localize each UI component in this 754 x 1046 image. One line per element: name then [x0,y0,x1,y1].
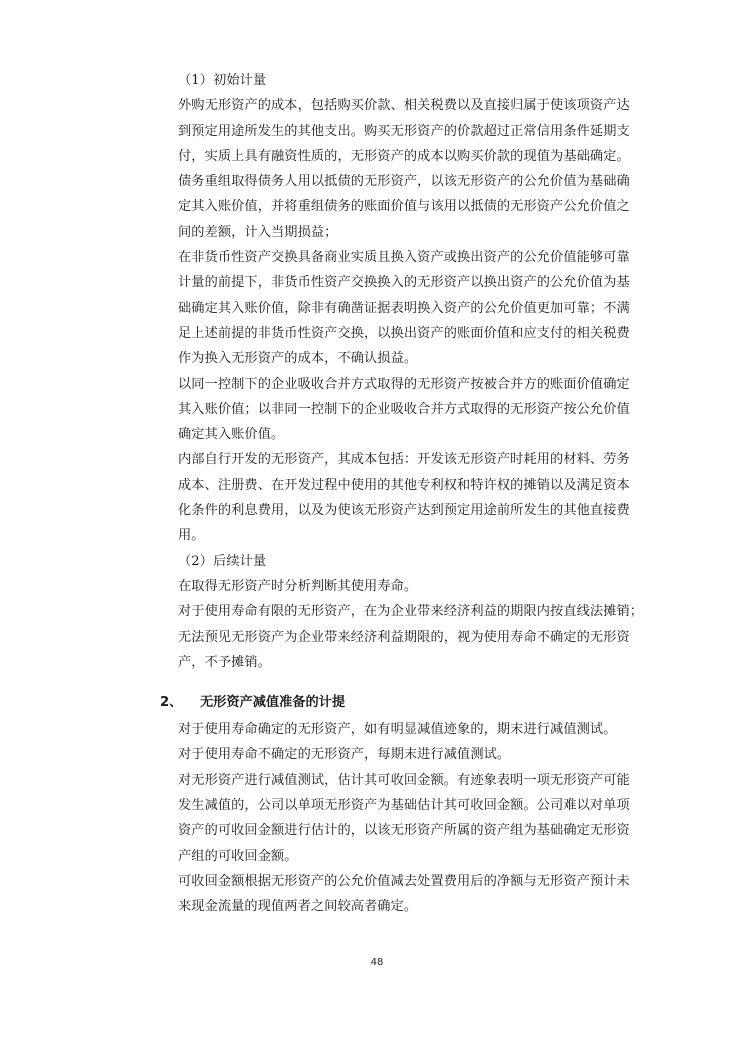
text-line: 定其入账价值，并将重组债务的账面价值与该用以抵债的无形资产公允价值之 [178,199,630,215]
text-line: 对于使用寿命确定的无形资产，如有明显减值迹象的，期末进行减值测试。 [178,722,617,738]
page-number: 48 [370,957,384,968]
paragraph-non-monetary-exchange [178,245,648,371]
text-line: 作为换入无形资产的成本，不确认损益。 [178,351,418,367]
text-line: 外购无形资产的成本，包括购买价款、相关税费以及直接归属于使该项资产达 [178,98,630,114]
text-line: 到预定用途所发生的其他支出。购买无形资产的价款超过正常信用条件延期支 [178,123,630,139]
text-line: 在取得无形资产时分析判断其使用寿命。 [178,578,418,594]
paragraph-subsequent-measurement [178,574,648,675]
paragraph-impairment-test [178,768,648,869]
text-line: 其入账价值；以非同一控制下的企业吸收合并方式取得的无形资产按公允价值 [178,401,630,417]
text-line: 础确定其入账价值，除非有确凿证据表明换入资产的公允价值更加可靠；不满 [178,300,630,316]
text-line: 无法预见无形资产为企业带来经济利益期限的，视为使用寿命不确定的无形资 [178,629,630,645]
text-line: 足上述前提的非货币性资产交换，以换出资产的账面价值和应支付的相关税费 [178,325,630,341]
text-line: 确定其入账价值。 [178,427,285,443]
paragraph-business-combination [178,372,648,448]
text-line: 计量的前提下，非货币性资产交换换入的无形资产以换出资产的公允价值为基 [178,275,630,291]
text-line: 产组的可收回金额。 [178,848,298,864]
text-line: 用。 [178,528,205,544]
text-line: 内部自行开发的无形资产，其成本包括：开发该无形资产时耗用的材料、劳务 [178,452,630,468]
text-line: 付，实质上具有融资性质的，无形资产的成本以购买价款的现值为基础确定。 [178,148,630,164]
text-line: 来现金流量的现值两者之间较高者确定。 [178,899,418,915]
text-line: 化条件的利息费用，以及为使该无形资产达到预定用途前所发生的其他直接费 [178,503,630,519]
text-line: 间的差额，计入当期损益； [178,224,338,240]
section-2-heading [160,689,648,717]
document-body [160,68,648,920]
section-title: 无形资产减值准备的计提 [200,695,346,711]
text-line: 产，不予摊销。 [178,654,272,670]
text-line: 对于使用寿命不确定的无形资产，每期末进行减值测试。 [178,747,511,763]
paragraph-debt-restructuring [178,169,648,245]
text-line: 发生减值的，公司以单项无形资产为基础估计其可收回金额。公司难以对单项 [178,798,630,814]
text-line: 可收回金额根据无形资产的公允价值减去处置费用后的净额与无形资产预计未 [178,873,630,889]
paragraph-purchased-assets [178,93,648,169]
text-line: 资产的可收回金额进行估计的，以该无形资产所属的资产组为基础确定无形资 [178,823,630,839]
text-line: 对无形资产进行减值测试，估计其可收回金额。有迹象表明一项无形资产可能 [178,772,630,788]
text-line: 对于使用寿命有限的无形资产，在为企业带来经济利益的期限内按直线法摊销； [178,604,644,620]
subsequent-measurement-heading: （2）后续计量 [178,553,267,569]
paragraph-indefinite-life-impairment [178,742,648,767]
paragraph-definite-life-impairment [178,717,648,742]
initial-measurement-heading: （1）初始计量 [178,73,267,88]
paragraph-internal-development [178,447,648,548]
section-spacer [178,675,648,689]
text-line: 以同一控制下的企业吸收合并方式取得的无形资产按被合并方的账面价值确定 [178,376,630,392]
text-line: 在非货币性资产交换具备商业实质且换入资产或换出资产的公允价值能够可靠 [178,250,630,266]
paragraph-recoverable-amount [178,869,648,920]
text-line: 债务重组取得债务人用以抵债的无形资产，以该无形资产的公允价值为基础确 [178,174,630,190]
text-line: 成本、注册费、在开发过程中使用的其他专利权和特许权的摊销以及满足资本 [178,477,630,493]
section-number: 2、 [160,695,183,711]
